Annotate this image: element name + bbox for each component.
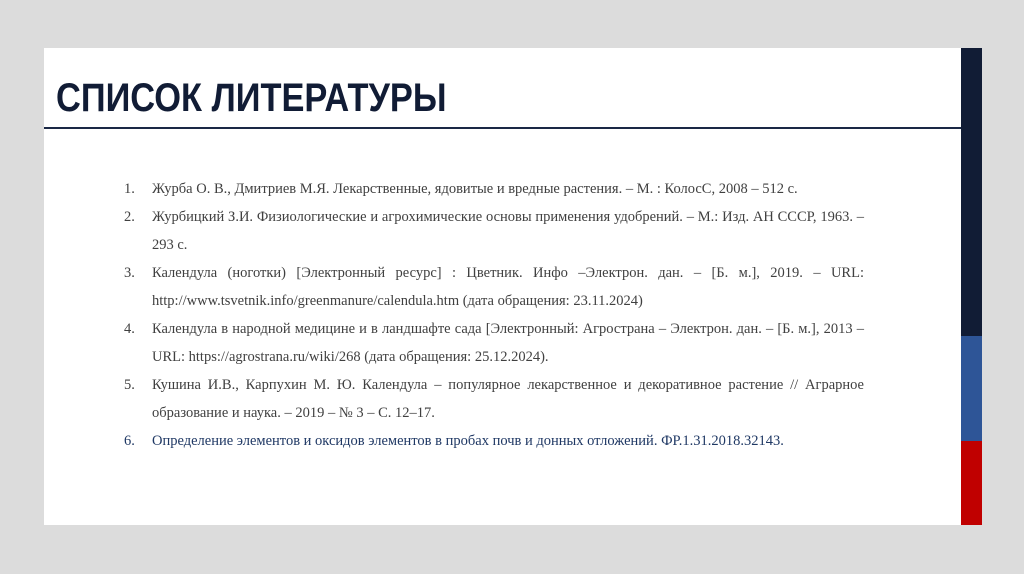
accent-bar-red: [961, 441, 982, 525]
reference-number: 5.: [124, 377, 135, 393]
reference-text: Определение элементов и оксидов элементов в пробах почв и донных отложений. ФР.1.31.2018.32143.: [152, 433, 784, 449]
reference-text: Журбицкий З.И. Физиологические и агрохимические основы применения удобрений. – М.: Изд. АН СССР, 1963. – 293 с.: [152, 209, 864, 253]
reference-text: Календула (ноготки) [Электронный ресурс] : Цветник. Инфо –Электрон. дан. – [Б. м.], 2019. – URL: http://www.tsvetnik.info/greenmanure/calendula.htm (дата обращения: 23.11.2024): [152, 265, 864, 309]
reference-text: Журба О. В., Дмитриев М.Я. Лекарственные, ядовитые и вредные растения. – М. : КолосС, 2008 – 512 с.: [152, 181, 798, 197]
accent-bar-blue: [961, 336, 982, 441]
reference-number: 2.: [124, 209, 135, 225]
reference-text: Кушина И.В., Карпухин М. Ю. Календула – популярное лекарственное и декоративное растение // Аграрное образование и наука. – 2019 – № 3 – С. 12–17.: [152, 377, 864, 421]
reference-item: [124, 259, 864, 315]
reference-item: [124, 203, 864, 259]
reference-item: [124, 315, 864, 371]
title-underline: [44, 127, 961, 129]
reference-list: [124, 175, 864, 455]
reference-number: 1.: [124, 181, 135, 197]
reference-number: 3.: [124, 265, 135, 281]
slide-title: СПИСОК ЛИТЕРАТУРЫ: [56, 76, 447, 120]
accent-bar-navy: [961, 48, 982, 336]
reference-number: 4.: [124, 321, 135, 337]
reference-item: [124, 175, 864, 203]
reference-item: [124, 427, 864, 455]
reference-text: Календула в народной медицине и в ландшафте сада [Электронный: Агространа – Электрон. дан. – [Б. м.], 2013 – URL: https://agrostrana.ru/wiki/268 (дата обращения: 25.12.2024).: [152, 321, 864, 365]
reference-number: 6.: [124, 433, 135, 449]
slide: [44, 48, 982, 525]
reference-item: [124, 371, 864, 427]
